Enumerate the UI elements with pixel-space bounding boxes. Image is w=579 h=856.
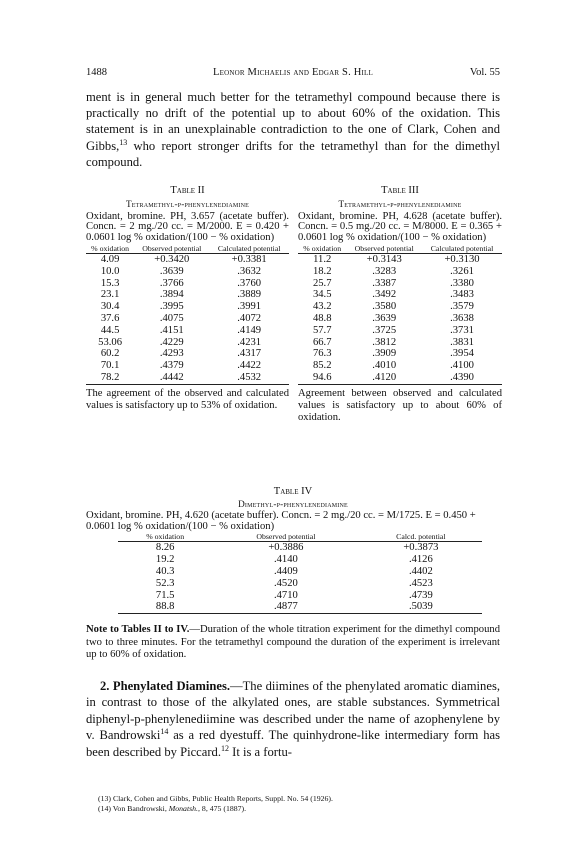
table-cell: 19.2 [155, 554, 175, 566]
table-row [118, 590, 482, 602]
table-cell: .4379 [159, 360, 184, 372]
table-row [298, 301, 502, 313]
table-subtitle: Dimethyl-p-phenylenediamine [238, 499, 348, 509]
table-cell: .4100 [450, 360, 474, 372]
volume-label: Vol. 55 [469, 67, 500, 78]
tables-note-text: —Duration of the whole titration experiment for the dimethyl compound two to three minutes. For the tetramethyl compound the duration of the experiment is irrelevant up to 60% of oxidation. [86, 624, 500, 661]
table-cell: .4229 [159, 336, 184, 348]
footnote-text: , 8, 475 (1887). [198, 804, 247, 813]
table-row [298, 325, 502, 337]
table-ii-block [86, 185, 289, 412]
table-cell: .3954 [450, 348, 474, 360]
table-cell: 60.2 [100, 348, 120, 360]
table-cell: .4151 [159, 324, 184, 336]
table-cell: .3766 [159, 277, 184, 289]
table-cell: 43.2 [312, 301, 332, 313]
table-cell: .4739 [408, 589, 433, 601]
table-cell: .3812 [372, 336, 397, 348]
table-cell: .4010 [372, 360, 397, 372]
table-cell: 10.0 [100, 265, 120, 277]
table-cell: .3632 [237, 265, 262, 277]
table-row [86, 266, 289, 278]
section-heading: 2. Phenylated Diamines. [100, 679, 231, 693]
page-number: 1488 [86, 67, 107, 78]
table-cell: 15.3 [100, 277, 120, 289]
table-cell: .4293 [159, 348, 184, 360]
table-cell: .3831 [450, 336, 474, 348]
table-cell: 70.1 [100, 360, 120, 372]
table-row [118, 542, 482, 554]
reference-marker: 13 [119, 137, 128, 147]
table-cell: .3639 [372, 312, 397, 324]
table-cell: .3638 [450, 312, 474, 324]
column-header: Calcd. potential [396, 532, 446, 541]
table-iv-block [86, 486, 500, 614]
table-cell: .3492 [372, 289, 397, 301]
table-cell: 4.09 [100, 254, 120, 265]
table-row [86, 278, 289, 290]
table-title: Table III [381, 185, 419, 196]
table-cell: .3991 [237, 301, 262, 313]
table-cell: .4075 [159, 312, 184, 324]
table-cell: .3261 [450, 265, 474, 277]
table-cell: .3760 [237, 277, 262, 289]
table-cell: .3639 [159, 265, 184, 277]
table-row [118, 601, 482, 613]
column-header: Calculated potential [217, 243, 281, 253]
table-row [86, 254, 289, 266]
table-cell: .3579 [450, 301, 474, 313]
table-iv [118, 533, 482, 614]
table-cell: 52.3 [155, 577, 175, 589]
table-cell: .4409 [273, 566, 298, 577]
table-row [86, 348, 289, 360]
footnote: (13) Clark, Cohen and Gibbs, Public Health Reports, Suppl. No. 54 (1926). [98, 794, 333, 803]
table-header-row [298, 245, 502, 254]
table-cell: .4532 [237, 371, 262, 383]
table-row [86, 325, 289, 337]
table-cell: .4126 [408, 554, 433, 566]
table-ii [86, 245, 289, 385]
table-note: Agreement between observed and calculated values is satisfactory up to about 60% of oxidation. [298, 387, 502, 423]
table-conditions: Oxidant, bromine. PH, 4.620 (acetate buffer). Concn. = 2 mg./20 cc. = M/1725. E = 0.450 + 0.0601 log % oxidation/(100 − % oxidation) [86, 510, 476, 532]
table-cell: +0.3873 [403, 542, 439, 554]
table-row [298, 266, 502, 278]
table-row [86, 372, 289, 384]
section-text: It is a fortu- [228, 744, 292, 759]
page-header [86, 67, 500, 81]
table-row [298, 254, 502, 266]
column-header: Calculated potential [430, 243, 494, 253]
table-body [298, 254, 502, 385]
table-cell: 44.5 [100, 324, 120, 336]
table-cell: .4442 [159, 371, 184, 383]
section-phenylated-diamines [86, 678, 500, 760]
table-cell: .3380 [450, 277, 474, 289]
table-cell: .3889 [237, 289, 262, 301]
table-iii [298, 245, 502, 385]
table-cell: .4317 [237, 348, 262, 360]
table-row [118, 566, 482, 578]
table-cell: 53.06 [98, 336, 123, 348]
table-row [298, 372, 502, 384]
table-cell: .4520 [273, 577, 298, 589]
footnote-text: (14) Von Bandrowski, [98, 804, 169, 813]
footnote [98, 804, 498, 814]
table-row [86, 337, 289, 349]
table-header-row [86, 245, 289, 254]
table-cell: .3995 [159, 301, 184, 313]
table-cell: .4877 [273, 601, 298, 613]
intro-paragraph [86, 89, 500, 170]
table-cell: .4149 [237, 324, 262, 336]
table-cell: .3580 [372, 301, 397, 313]
table-note: The agreement of the observed and calculated values is satisfactory up to 53% of oxidation. [86, 387, 289, 411]
section-text: —The diimines of the phenylated aromatic diamines, in contrast to those of the alkylated ones, are stable substances. Symmetrical diphenyl-p-phenylenediimine was described under the name of azophenylene by v. Bandrowski [86, 679, 500, 743]
table-cell: .4140 [273, 554, 298, 566]
table-cell: 40.3 [155, 566, 175, 577]
column-header: % oxidation [91, 243, 130, 253]
table-cell: 76.3 [312, 348, 332, 360]
table-cell: 71.5 [155, 589, 175, 601]
table-cell: .4422 [237, 360, 262, 372]
table-cell: .3387 [372, 277, 397, 289]
table-row [298, 313, 502, 325]
table-row [86, 313, 289, 325]
table-cell: .3909 [372, 348, 397, 360]
table-title: Table IV [273, 486, 313, 497]
table-row [86, 289, 289, 301]
table-row [118, 578, 482, 590]
table-cell: .5039 [408, 601, 433, 613]
table-cell: .3483 [450, 289, 474, 301]
table-cell: .4523 [408, 577, 433, 589]
table-cell: .3731 [450, 324, 474, 336]
table-conditions: Oxidant, bromine. PH, 3.657 (acetate buffer). Concn. = 2 mg./20 cc. = M/2000. E = 0.420 + 0.0601 log % oxidation/(100 − % oxidation) [86, 210, 289, 243]
tables-note-label: Note to Tables II to IV. [86, 624, 190, 635]
table-iii-block [298, 185, 502, 424]
section-text: as a red dyestuff. The quinhydrone-like intermediary form has been described by Piccard. [86, 728, 500, 759]
table-subtitle: Tetramethyl-p-phenylenediamine [338, 199, 462, 210]
intro-text-end: who report stronger drifts for the tetramethyl than for the dimethyl compound. [86, 138, 500, 169]
table-cell: .3894 [159, 289, 184, 301]
column-header: Observed potential [256, 532, 316, 541]
table-subtitle: Tetramethyl-p-phenylenediamine [125, 199, 250, 210]
table-cell: 37.6 [100, 312, 120, 324]
table-cell: +0.3420 [154, 254, 190, 265]
table-cell: 48.8 [312, 312, 332, 324]
table-cell: 57.7 [312, 324, 332, 336]
table-cell: .4231 [237, 336, 262, 348]
table-cell: 23.1 [100, 289, 120, 301]
table-cell: 11.2 [313, 254, 332, 265]
table-row [298, 360, 502, 372]
table-cell: +0.3143 [366, 254, 402, 265]
table-cell: .4710 [273, 589, 298, 601]
table-cell: 88.8 [155, 601, 175, 613]
table-row [118, 554, 482, 566]
table-cell: 8.26 [155, 542, 175, 554]
column-header: Observed potential [142, 243, 202, 253]
footnotes [98, 794, 498, 814]
intro-text: ment is in general much better for the tetramethyl compound because there is practically no drift of the potential up to about 60% of the oxidation. This statement is in an unexplainable contradiction to the one of Clark, Cohen and Gibbs, [86, 90, 500, 153]
tables-note [86, 624, 500, 662]
table-cell: .4402 [408, 566, 433, 577]
table-row [86, 360, 289, 372]
table-row [298, 278, 502, 290]
table-cell: 66.7 [312, 336, 332, 348]
table-cell: .3725 [372, 324, 397, 336]
reference-marker: 14 [160, 727, 169, 737]
table-conditions: Oxidant, bromine. PH, 4.628 (acetate buffer). Concn. = 0.5 mg./20 cc. = M/8000. E = 0.365 + 0.0601 log % oxidation/(100 − % oxidation) [298, 210, 502, 243]
table-row [298, 289, 502, 301]
journal-name: Monatsh. [168, 804, 199, 813]
table-cell: 85.2 [312, 360, 332, 372]
reference-marker: 12 [220, 743, 229, 753]
table-row [86, 301, 289, 313]
table-cell: 34.5 [312, 289, 332, 301]
table-cell: +0.3130 [444, 254, 480, 265]
column-header: % oxidation [146, 532, 185, 541]
table-header-row [118, 533, 482, 542]
table-cell: .4072 [237, 312, 262, 324]
table-row [298, 348, 502, 360]
table-cell: 94.6 [312, 371, 332, 383]
column-header: Observed potential [354, 243, 414, 253]
table-cell: 78.2 [100, 371, 120, 383]
table-body [86, 254, 289, 385]
table-cell: +0.3381 [231, 254, 267, 265]
running-title: Leonor Michaelis and Edgar S. Hill [212, 67, 373, 78]
table-cell: .4120 [372, 371, 397, 383]
table-title: Table II [170, 185, 205, 196]
table-body [118, 542, 482, 614]
table-cell: 25.7 [312, 277, 332, 289]
table-cell: .3283 [372, 265, 397, 277]
table-row [298, 337, 502, 349]
table-cell: 18.2 [312, 265, 332, 277]
table-cell: 30.4 [100, 301, 120, 313]
table-cell: .4390 [450, 371, 474, 383]
table-cell: +0.3886 [268, 542, 304, 554]
column-header: % oxidation [303, 243, 342, 253]
